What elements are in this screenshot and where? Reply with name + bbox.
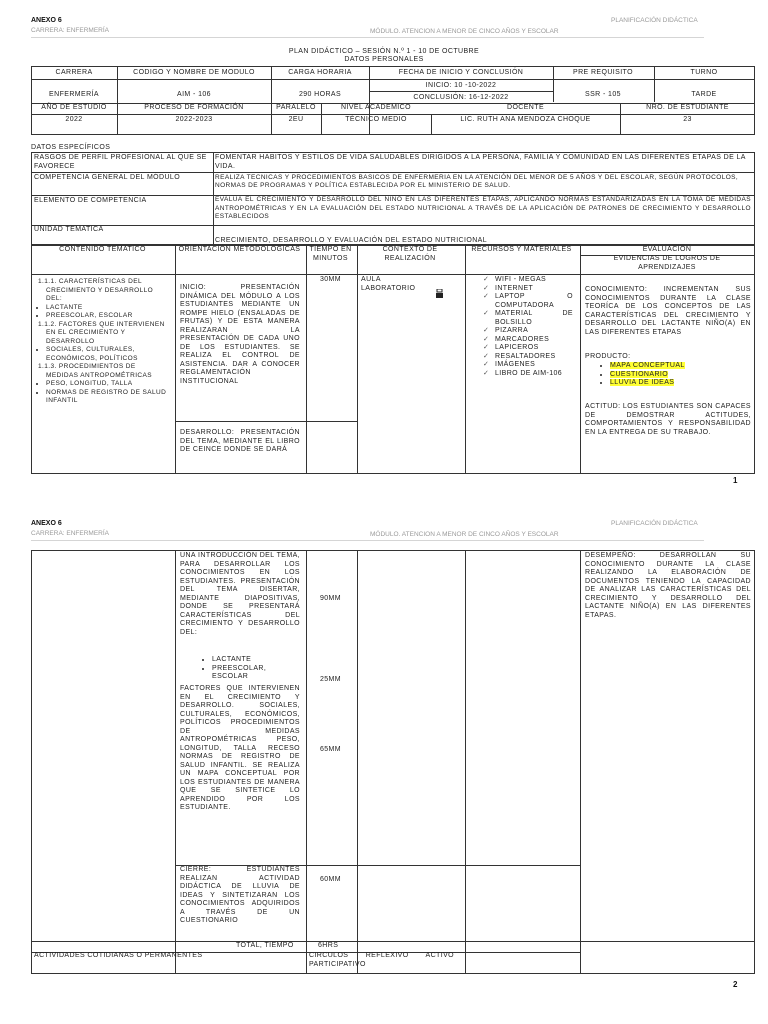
h-docente: DOCENTE (506, 104, 545, 111)
list-item: • NORMAS DE REGISTRO DE SALUD INFANTIL (46, 389, 170, 406)
list-item: • LACTANTE (46, 304, 170, 313)
val-carga: 290 HORAS (298, 91, 342, 98)
eval-productos-list (600, 362, 750, 388)
document-page-2 (0, 510, 768, 1024)
contenido-list-3 (36, 380, 170, 406)
actividades-value: CIRCULOS REFLEXIVO ACTIVO PARTICIPATIVO (309, 952, 454, 968)
orientacion-desarrollo-1: DESARROLLO: PRESENTACIÓN DEL TEMA, MEDIANTE EL LIBRO DE CEINCE DONDE SE DARÁ (180, 429, 300, 453)
val-paralelo: 2EU (288, 116, 304, 123)
actividades-label: ACTIVIDADES COTIDIANAS O PERMANENTES (34, 952, 203, 959)
list-item: ✓ PIZARRA (483, 327, 573, 336)
h-recursos: RECURSOS Y MATERIALES (471, 246, 572, 253)
contenido-item-3: 1.1.3. PROCEDIMIENTOS DE MEDIDAS ANTROPOMÉTRICAS (38, 363, 152, 379)
tiempo-1: 30MM (319, 276, 342, 283)
h-evidencias: EVIDENCIAS DE LOGROS DE APRENDIZAJES (613, 255, 721, 271)
personal-data-title: DATOS PERSONALES (344, 56, 424, 63)
contenido-tematico (36, 278, 170, 406)
list-item: ✓ MATERIAL DE BOLSILLO (483, 310, 573, 327)
contenido-list-1 (36, 304, 170, 321)
orientacion-desarrollo-2b: FACTORES QUE INTERVIENEN EN EL CRECIMIENTO Y DESARROLLO. SOCIALES, CULTURALES, ECONÓMICOS, POLÍTICOS PROCEDIMIENTOS DE MEDIDAS ANTROPOMÉTRICAS PESO, LONGITUD, TALLA RECESO NORMAS DE REGISTRO DE SALUD INFANTIL. SE REALIZA UN MAPA CONCEPTUAL POR LOS ESTUDIANTES DE MANERA QUE SE SINTETICE LO APRENDIDO POR LOS ESTUDIANTE. (180, 685, 300, 811)
document-page-1 (0, 0, 768, 500)
module-label: MÓDULO. ATENCION A MENOR DE CINCO AÑOS Y ESCOLAR (370, 531, 559, 538)
competencia-label: COMPETENCIA GENERAL DEL MÓDULO (34, 174, 181, 181)
list-item: • MAPA CONCEPTUAL (610, 362, 750, 371)
h-contenido: CONTENIDO TEMATICO (59, 246, 146, 253)
val-anio: 2022 (65, 116, 83, 123)
list-item: ✓ LIBRO DE AIM-106 (483, 370, 573, 379)
list-item: ✓ INTERNET (483, 285, 573, 294)
h-paralelo: PARALELO (276, 104, 316, 111)
list-item: • PESO, LONGITUD, TALLA (46, 380, 170, 389)
planning-label: PLANIFICACIÓN DIDÁCTICA (611, 17, 698, 24)
rasgos-value: FOMENTAR HABITOS Y ESTILOS DE VIDA SALUDABLES DIRIGIDOS A LA PERSONA, FAMILIA Y COMUNIDAD EN LAS DIFERENTES ETAPAS DE LA VIDA. (215, 154, 746, 170)
eval-conocimiento: CONOCIMIENTO: INCREMENTAN SUS CONOCIMIENTOS DURANTE LA CLASE TEORÍCA DE LOS CONCEPTOS DE LAS CARACTERÍSTICAS DEL CRECIMIENTO Y DESARROLLO DEL LACTANTE NIÑO(A) EN LAS DIFERENTES ETAPAS (585, 286, 751, 336)
rasgos-label: RASGOS DE PERFIL PROFESIONAL AL QUE SE FAVORECE (34, 154, 207, 170)
annex-label: ANEXO 6 (31, 17, 62, 24)
eval-desempeno: DESEMPEÑO: DESARROLLAN SU CONOCIMIENTO DURANTE LA CLASE REALIZANDO LA ELABORACIÓN DE DOCUMENTOS TENIENDO LA CAPACIDAD DE ANALIZAR LAS CARACTERÍSTICAS DEL CRECIMIENTO Y DESARROLLO DEL LACTANTE NIÑO(A) EN LAS DIFERENTES ETAPAS. (585, 552, 751, 619)
page-number-2: 2 (733, 980, 738, 989)
header-divider (31, 540, 704, 541)
module-label: MÓDULO. ATENCION A MENOR DE CINCO AÑOS Y ESCOLAR (370, 28, 559, 35)
val-conclusion: CONCLUSIÓN: 16-12-2022 (413, 94, 509, 101)
tiempo-2: 90MM (319, 595, 342, 602)
list-item: • LACTANTE (212, 656, 312, 665)
elemento-label: ELEMENTO DE COMPETENCIA (34, 197, 147, 204)
list-item: ✓ LAPICEROS (483, 344, 573, 353)
list-item: ✓ MARCADORES (483, 336, 573, 345)
list-item: ✓ WIFI - MEGAS (483, 276, 573, 285)
h-contexto: CONTEXTO DE REALIZACIÓN (382, 246, 438, 262)
list-item: • CUESTIONARIO (610, 371, 750, 380)
val-inicio: INICIO: 10 -10-2022 (425, 82, 497, 89)
career-label: CARRERA: ENFERMERÍA (31, 27, 110, 34)
list-item: • PREESCOLAR, ESCOLAR (46, 312, 170, 321)
h-carga: CARGA HORARIA (288, 69, 352, 76)
h-carrera: CARRERA (55, 69, 93, 76)
orientacion-inicio: INICIO: PRESENTACIÓN DINÁMICA DEL MÓDULO A LOS ESTUDIANTES MEDIANTE UN ROMPE HIELO (ENSALADAS DE FRUTAS) Y DE ESTA MANERA REALIZARAN LA PRESENTACIÓN DE CADA UNO DE LOS ESTUDIANTES. SE REALIZA EL CONTROL DE ASISTENCIA. DAR A CONOCER REGLAMENTACIÓN INSTITUCIONAL (180, 284, 300, 385)
h-nro: NRO. DE ESTUDIANTE (646, 104, 729, 111)
h-codigo: CODIGO Y NOMBRE DE MODULO (133, 69, 255, 76)
unidad-value: CRECIMIENTO, DESARROLLO Y EVALUACIÓN DEL ESTADO NUTRICIONAL (215, 237, 488, 244)
val-proceso: 2022-2023 (175, 116, 213, 123)
orientacion-desarrollo-2a: UNA INTRODUCCIÓN DEL TEMA, PARA DESARROLLAR LOS CONOCIMIENTOS EN LOS ESTUDIANTES. PRESENTACIÓN DEL TEMA DISERTAR, MEDIANTE DIAPOSITIVAS, DONDE SE PRESENTARÁ CARACTERÍSTICAS DEL CRECIMIENTO Y DESARROLLO DEL: (180, 552, 300, 636)
eval-producto-label: PRODUCTO: (585, 353, 631, 360)
header-divider (31, 37, 704, 38)
list-item: • SOCIALES, CULTURALES, ECONÓMICOS, POLÍTICOS (46, 346, 170, 363)
desarrollo-list (198, 656, 312, 682)
total-tiempo-label: TOTAL, TIEMPO (236, 942, 294, 949)
contenido-item-2: 1.1.2. FACTORES QUE INTERVIENEN EN EL CRECIMIENTO Y DESARROLLO (38, 320, 165, 345)
val-carrera: ENFERMERÍA (49, 91, 99, 98)
val-codigo: AIM - 106 (177, 91, 211, 98)
h-anio: AÑO DE ESTUDIO (41, 104, 107, 111)
list-item: ✓ IMÁGENES (483, 361, 573, 370)
list-item: ✓ RESALTADORES (483, 353, 573, 362)
h-turno: TURNO (690, 69, 718, 76)
orientacion-cierre: CIERRE: ESTUDIANTES REALIZAN ACTIVIDAD DIDÁCTICA DE LLUVIA DE IDEAS Y SINTETIZARAN LOS CONOCIMIENTOS ADQUIRIDOS A TRAVÉS DE UN CUESTIONARIO (180, 866, 300, 924)
h-nivel: NIVEL ACADEMICO (341, 104, 411, 111)
val-prereq: SSR - 105 (585, 91, 621, 98)
contexto-value: AULA LABORATORIO (361, 276, 416, 292)
plan-title: PLAN DIDÁCTICO – SESIÓN N.º 1 - 10 DE OCTUBRE (288, 48, 480, 55)
h-evaluacion: EVALUACIÓN (642, 246, 692, 253)
total-tiempo-value: 6HRS (318, 942, 339, 949)
h-tiempo: TIEMPO EN MINUTOS (309, 246, 352, 262)
page-number-1: 1 (733, 476, 738, 485)
h-proceso: PROCESO DE FORMACIÓN (144, 104, 244, 111)
unidad-label: UNIDAD TEMATICA (34, 226, 104, 233)
h-orientacion: ORIENTACIÓN METODOLOGICAS (178, 246, 301, 253)
list-item: • LLUVIA DE IDEAS (610, 379, 750, 388)
val-nro: 23 (683, 116, 692, 123)
recursos-list (483, 276, 573, 378)
specific-data-label: DATOS ESPECÍFICOS (31, 144, 111, 151)
list-item: ✓ LAPTOP O COMPUTADORA (483, 293, 573, 310)
tiempo-5: 60MM (319, 876, 342, 883)
printer-icon (436, 285, 443, 294)
elemento-value: EVALUA EL CRECIMIENTO Y DESARROLLO DEL NIÑO EN LAS DIFERENTES ETAPAS, APLICANDO NORMAS ESTANDARIZADAS EN LA TOMA DE MEDIDAS ANTROPOMÉTRICAS Y EN LA EVALUACIÓN DEL ESTADO NUTRICIONAL A TRAVÉS DE LA APLICACIÓN DE PATRONES DE CRECIMIENTO Y DESARROLLO ESTABLECIDOS (215, 196, 751, 220)
h-fecha: FECHA DE INICIO Y CONCLUSIÓN (398, 69, 524, 76)
tiempo-3: 25MM (319, 676, 342, 683)
planning-label: PLANIFICACIÓN DIDÁCTICA (611, 520, 698, 527)
contenido-item-1: 1.1.1. CARACTERÍSTICAS DEL CRECIMIENTO Y DESARROLLO DEL: (38, 278, 154, 302)
val-turno: TARDE (691, 91, 717, 98)
eval-actitud: ACTITUD: LOS ESTUDIANTES SON CAPACES DE DEMOSTRAR ACTITUDES, COMPORTAMIENTOS Y RESPONSABILIDAD EN LA ENTREGA DE SU TRABAJO. (585, 403, 751, 436)
contenido-list-2 (36, 346, 170, 363)
list-item: • PREESCOLAR, ESCOLAR (212, 665, 272, 682)
career-label: CARRERA: ENFERMERÍA (31, 530, 110, 537)
h-prereq: PRE REQUISITO (573, 69, 633, 76)
val-docente: LIC. RUTH ANA MENDOZA CHOQUE (460, 116, 591, 123)
competencia-value: REALIZA TECNICAS Y PROCEDIMIENTOS BASICOS DE ENFERMERIA EN LA ATENCIÓN DEL MENOR DE 5 AÑOS Y DEL ESCOLAR, SEGÚN PROTOCOLOS, NORMAS DE PROGRAMAS Y POLÍTICA ESTABLECIDA POR EL MINISTERIO DE SALUD. (215, 174, 739, 189)
tiempo-4: 65MM (319, 746, 342, 753)
annex-label: ANEXO 6 (31, 520, 62, 527)
val-nivel: TÉCNICO MEDIO (345, 116, 407, 123)
